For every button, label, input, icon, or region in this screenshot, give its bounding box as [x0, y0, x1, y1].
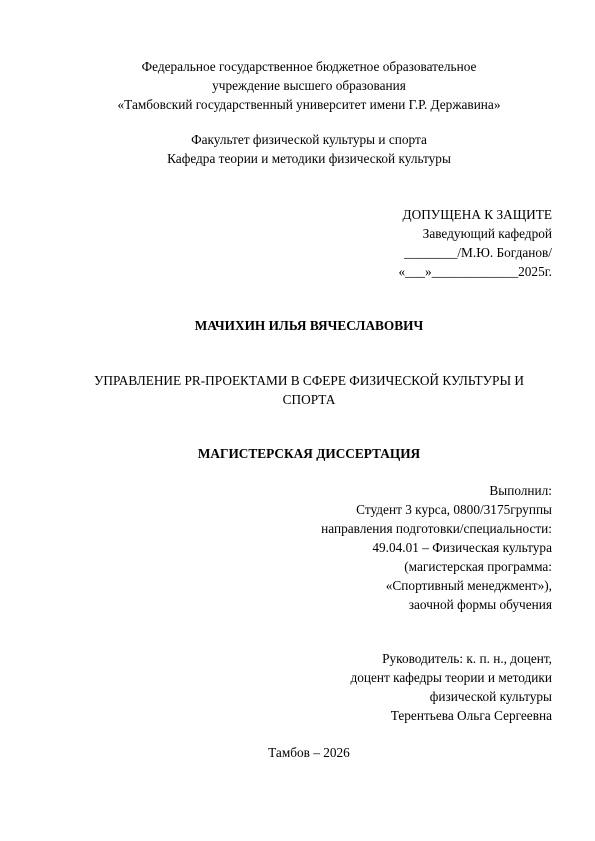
- approval-head-title: Заведующий кафедрой: [422, 226, 552, 241]
- approval-date-line: «___»_____________2025г.: [398, 264, 552, 279]
- performed-by-label: Выполнил:: [489, 483, 552, 498]
- supervisor-name: Терентьева Ольга Сергеевна: [390, 708, 552, 723]
- direction-label: направления подготовки/специальности:: [321, 521, 552, 536]
- thesis-title-line-2: СПОРТА: [282, 392, 336, 407]
- work-type: МАГИСТЕРСКАЯ ДИССЕРТАЦИЯ: [197, 446, 421, 461]
- institution-line-3: «Тамбовский государственный университет имени Г.Р. Державина»: [117, 97, 501, 112]
- direction-code: 49.04.01 – Физическая культура: [372, 540, 552, 555]
- program-label: (магистерская программа:: [404, 559, 552, 574]
- study-form: заочной формы обучения: [408, 597, 552, 612]
- supervisor-department: физической культуры: [429, 689, 552, 704]
- thesis-title-line-1: УПРАВЛЕНИЕ PR-ПРОЕКТАМИ В СФЕРЕ ФИЗИЧЕСКОЙ КУЛЬТУРЫ И: [94, 373, 524, 388]
- supervisor-position: доцент кафедры теории и методики: [350, 670, 552, 685]
- program-name: «Спортивный менеджмент»),: [385, 578, 552, 593]
- student-course-group: Студент 3 курса, 0800/3175группы: [356, 502, 552, 517]
- department-name: Кафедра теории и методики физической культуры: [167, 151, 451, 166]
- supervisor-title: Руководитель: к. п. н., доцент,: [382, 651, 552, 666]
- approval-signature-line: ________/М.Ю. Богданов/: [404, 245, 552, 260]
- author-name: МАЧИХИН ИЛЬЯ ВЯЧЕСЛАВОВИЧ: [194, 318, 424, 333]
- faculty-name: Факультет физической культуры и спорта: [191, 132, 427, 147]
- institution-line-1: Федеральное государственное бюджетное образовательное: [141, 59, 477, 74]
- city-year: Тамбов – 2026: [268, 745, 350, 760]
- approval-heading: ДОПУЩЕНА К ЗАЩИТЕ: [402, 207, 552, 222]
- institution-line-2: учреждение высшего образования: [212, 78, 406, 93]
